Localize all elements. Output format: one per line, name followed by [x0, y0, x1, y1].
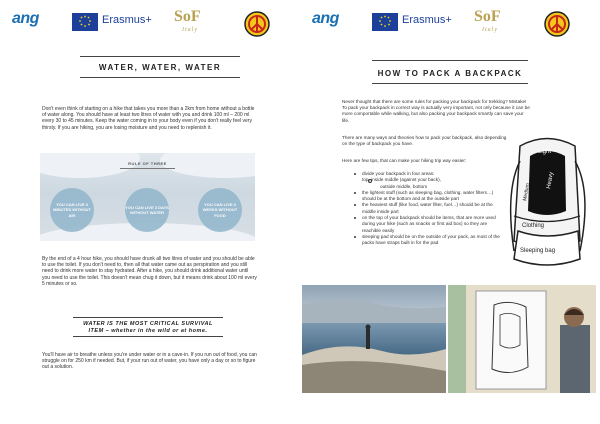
title-rule-bottom: [372, 83, 528, 84]
list-item: on the top of your backpack should be items, that are more used during your hike (such as snacks or first aid box) so they are reachible easily: [362, 215, 502, 234]
sof-logo-subtext: Italy: [182, 27, 198, 33]
sof-logo-text: SoF: [474, 8, 501, 25]
list-item: sleeping pad should be on the outside of your pack, as most of the packs have straps built in for the pad: [362, 234, 502, 247]
title-rule-bottom: [80, 77, 240, 78]
air-food-water-paragraph: You'll have air to breathe unless you're under water or in a cave-in. If you run out of food, you can struggle on for 250 km if needed. But, if your run out of water, you have only a day or so to figure out a solution.: [42, 352, 257, 371]
critical-heading: [73, 319, 223, 335]
page-title: WATER, WATER, WATER: [98, 63, 222, 72]
label-sleeping-bag: Sleeping bag: [520, 248, 556, 254]
label-light: Light: [538, 149, 552, 155]
backpack-intro-paragraph: Never thought that there are some rules for packing your backpack for trekking? Mistake! To pack your backpack in correct way is actually very important, not only because it can be more comportable while walking, but also packing your backpack smartly can save your life.: [342, 99, 530, 123]
rule-of-three-title: RULE OF THREE: [128, 161, 167, 166]
ang-logo-text: ang: [12, 10, 39, 27]
coast-hiker-photo: [302, 285, 446, 393]
ang-logo: [12, 10, 54, 38]
ang-logo: [312, 10, 354, 38]
erasmus-logo-text: Erasmus+: [102, 14, 152, 26]
sof-logo: [174, 10, 220, 38]
theories-paragraph: There are many ways and theories how to pack your backpack, also depending on the type of backpack you have.: [342, 135, 507, 147]
tips-list: [362, 171, 502, 247]
list-item: the heaviest stuff (like food, water filter, fuel…) should be at the middle inside part: [362, 202, 502, 215]
list-item: divide your backpack in four areas:: [362, 171, 502, 177]
bubble-air: YOU CAN LIVE 3 MINUTES WITHOUT AIR: [50, 188, 94, 232]
eu-flag-icon: [72, 13, 98, 31]
logo-bar-right: [312, 10, 592, 40]
list-subitem: outside middle, bottom: [380, 183, 428, 189]
label-clothing: Clothing: [522, 223, 545, 229]
sof-logo-subtext: Italy: [482, 27, 498, 33]
eu-flag-icon: [372, 13, 398, 31]
logo-bar: [12, 10, 292, 40]
rule-of-three-graphic: [40, 153, 255, 241]
list-item: the lightest stuff (such as sleeping bag, clothing, water filters…) should be at the bottom and at the outside part: [362, 190, 502, 203]
classroom-photo: [448, 285, 596, 393]
critical-heading-line1: WATER IS THE MOST CRITICAL SURVIVAL: [83, 321, 213, 327]
tips-intro-paragraph: Here are few tips, that can make your hiking trip way easier:: [342, 158, 467, 163]
erasmus-logo: [372, 13, 462, 35]
erasmus-logo: [72, 13, 162, 35]
list-subitem: top, inside middle (against your back),: [362, 177, 441, 183]
backpack-icon: [500, 131, 595, 281]
ang-logo-text: ang: [312, 10, 339, 27]
title-rule-top: [372, 60, 528, 61]
backpack-diagram: [500, 131, 595, 281]
label-medium: Medium: [522, 182, 532, 202]
intro-paragraph: Don't even think of starting on a hike that takes you more than a 2km from home without a bottle of water along. You should have at least two litres of water with you and drink 100 ml – 200 ml every 30 to 45 minutes. Keep the water coming in to your body even if you don't really feel very thirsty. If you are hiking, you are losing moisture and you need to replenish it.: [42, 106, 255, 131]
label-heavy: Heavy: [546, 171, 555, 190]
water-title-block: [80, 56, 240, 78]
page-title: HOW TO PACK A BACKPACK: [377, 69, 523, 78]
peace-icon: [544, 11, 570, 37]
bubble-food: YOU CAN LIVE 3 WEEKS WITHOUT FOOD: [198, 188, 242, 232]
erasmus-logo-text: Erasmus+: [402, 14, 452, 26]
sof-logo: [474, 10, 520, 38]
hydration-paragraph: By the end of a 4 hour hike, you should have drunk all two litres of water and you should be able to use the toilet. If you don't need to, then all that water came out as perspiration and you still need to drink more water to stay hydrated. After a hike, you should drink additional water until you need to use the toilet. This doesn't mean chug it down, but it means drink about 100 ml every 5 minutes or so.: [42, 256, 257, 287]
sof-logo-text: SoF: [174, 8, 201, 25]
peace-icon: [244, 11, 270, 37]
title-rule-top: [80, 56, 240, 57]
critical-heading-line2: ITEM – whether in the wild or at home.: [88, 328, 208, 334]
bubble-water: YOU CAN LIVE 3 DAYS WITHOUT WATER: [125, 188, 169, 232]
rule-of-three-rule: [120, 168, 175, 169]
backpack-title-block: [372, 60, 528, 84]
